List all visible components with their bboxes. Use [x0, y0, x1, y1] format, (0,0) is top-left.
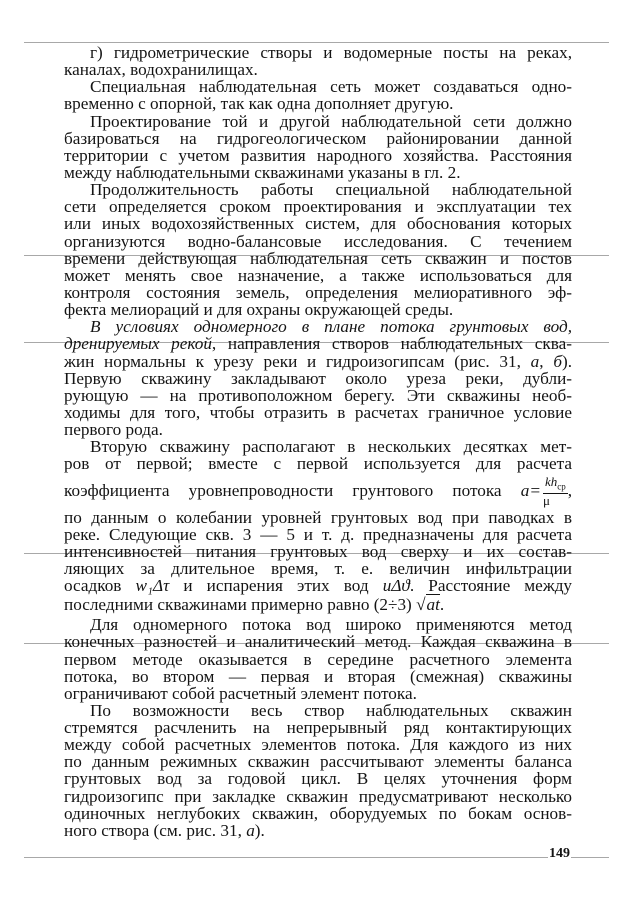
text-span: ,	[567, 480, 573, 500]
text-line: ходимы для того, чтобы отразить в расчетах граничное условие	[64, 402, 572, 422]
text-line: контроля состояния земель, определения мелиоративного эф-	[64, 282, 572, 302]
text-span: последними скважинами примерно равно (2÷3)	[64, 595, 412, 615]
text-line: сети определяется сроком проектирования и эксплуатации тех	[64, 197, 572, 217]
text-line: гидроизогипс при закладке скважин предусматривают несколько	[64, 786, 572, 806]
text-line	[64, 822, 572, 839]
formula-kh: kh	[544, 473, 558, 489]
text-line: первом методе оказывается в середине расчетного элемента	[64, 649, 572, 669]
fraction-formula	[543, 475, 568, 509]
formula-w1-delta-tau: w₁Δτ	[135, 576, 170, 596]
text-span: ).	[561, 351, 573, 371]
text-span: . Расстояние между	[409, 576, 573, 596]
text-line: времени действующая наблюдательная сеть скважин и постов	[64, 248, 572, 268]
text-span: осадков	[64, 576, 122, 596]
text-span: и испарения этих вод	[183, 576, 369, 596]
text-line: Первую скважину закладывают около уреза реки, дубли-	[64, 368, 572, 388]
sqrt-icon: √	[416, 595, 426, 615]
text-line: фекта мелиораций и для охраны окружающей среды.	[64, 300, 454, 320]
text-line: или иных водохозяйственных систем, для обоснования которых	[64, 214, 572, 234]
text-line: конечных разностей и аналитический метод. Каждая скважина в	[64, 632, 572, 652]
fraction-numerator	[543, 475, 568, 495]
text-line: грунтовых вод за годовой цикл. В целях уточнения форм	[64, 769, 572, 789]
text-line: Продолжительность работы специальной наблюдательной	[90, 180, 572, 200]
text-line	[64, 318, 572, 335]
text-line: реке. Следующие скв. 3 — 5 и т. д. предназначены для расчета	[64, 524, 572, 544]
text-line: По возможности весь створ наблюдательных скважин	[90, 700, 572, 720]
text-line: одиночных неглубоких скважин, оборудуемых по бокам основ-	[64, 803, 572, 823]
formula-at: at	[426, 595, 440, 615]
text-line: Для одномерного потока вод широко применяются метод	[90, 615, 572, 635]
italic-text: дренируемых рекой	[64, 334, 212, 354]
italic-text: б	[553, 351, 562, 371]
text-line: между наблюдательными скважинами указаны в гл. 2.	[64, 162, 461, 182]
text-line: организуются водно-балансовые исследования. С течением	[64, 231, 572, 251]
text-line: первого рода.	[64, 420, 163, 440]
text-line: может менять свое назначение, а также использоваться для	[64, 265, 572, 285]
text-line: Вторую скважину располагают в нескольких десятках мет-	[90, 437, 572, 457]
text-line	[64, 335, 572, 352]
italic-text: а	[246, 820, 255, 840]
text-line-with-formula	[64, 473, 572, 509]
page-number: 149	[549, 846, 570, 861]
text-line: интенсивностей питания грунтовых вод сверху и их состав-	[64, 541, 572, 561]
text-line: ров от первой; вместе с первой используется для расчета	[64, 454, 572, 474]
formula-a: a=	[520, 480, 541, 500]
text-span: , направления створов наблюдательных сква-	[211, 334, 572, 354]
text-span: ,	[539, 351, 554, 371]
text-line: Проектирование той и другой наблюдательной сети должно	[90, 111, 572, 131]
text-line: потока, во втором — первая и вторая (смежная) скважины	[64, 666, 572, 686]
italic-text: а	[530, 351, 540, 371]
text-line: г) гидрометрические створы и водомерные посты на реках,	[90, 43, 572, 62]
text-span: жин нормальны к урезу реки и гидроизогипсам (рис. 31,	[64, 351, 531, 371]
text-line: базироваться на гидрогеологическом районировании данной	[64, 128, 572, 148]
formula-u-delta-theta: uΔϑ	[382, 576, 410, 596]
fraction-denominator: μ	[542, 493, 550, 509]
page-bottom-rule	[24, 857, 609, 858]
formula-subscript: ср	[557, 481, 566, 492]
text-line	[64, 353, 572, 370]
text-line: стремятся расчленить на непрерывный ряд контактирующих	[64, 718, 572, 738]
text-span: .	[439, 595, 445, 615]
text-line: территории с учетом развития народного хозяйства. Расстояния	[64, 145, 572, 165]
text-line: рующую — на противоположном берегу. Эти скважины необ-	[64, 385, 572, 405]
text-line: временно с опорной, так как одна дополняет другую.	[64, 94, 454, 114]
body-text	[64, 44, 572, 839]
italic-text: В условиях одномерного в плане потока грунтовых вод,	[90, 317, 572, 337]
text-line	[64, 594, 572, 616]
text-span: ного створа (см. рис. 31,	[64, 820, 247, 840]
text-line: между собой расчетных элементов потока. Для каждого из них	[64, 735, 572, 755]
text-line: по данным режимных скважин рассчитывают элементы баланса	[64, 752, 572, 772]
text-line: ляющих за длительное время, т. е. величин инфильтрации	[64, 558, 572, 578]
text-line	[64, 577, 572, 594]
text-span: коэффициента уровнепроводности грунтового потока	[64, 480, 502, 500]
text-line: Специальная наблюдательная сеть может создаваться одно-	[90, 77, 572, 97]
text-line: каналах, водохранилищах.	[64, 60, 258, 80]
text-line: ограничивают собой расчетный элемент потока.	[64, 683, 417, 703]
text-span: ).	[254, 820, 265, 840]
text-line: по данным о колебании уровней грунтовых вод при паводках в	[64, 507, 572, 527]
